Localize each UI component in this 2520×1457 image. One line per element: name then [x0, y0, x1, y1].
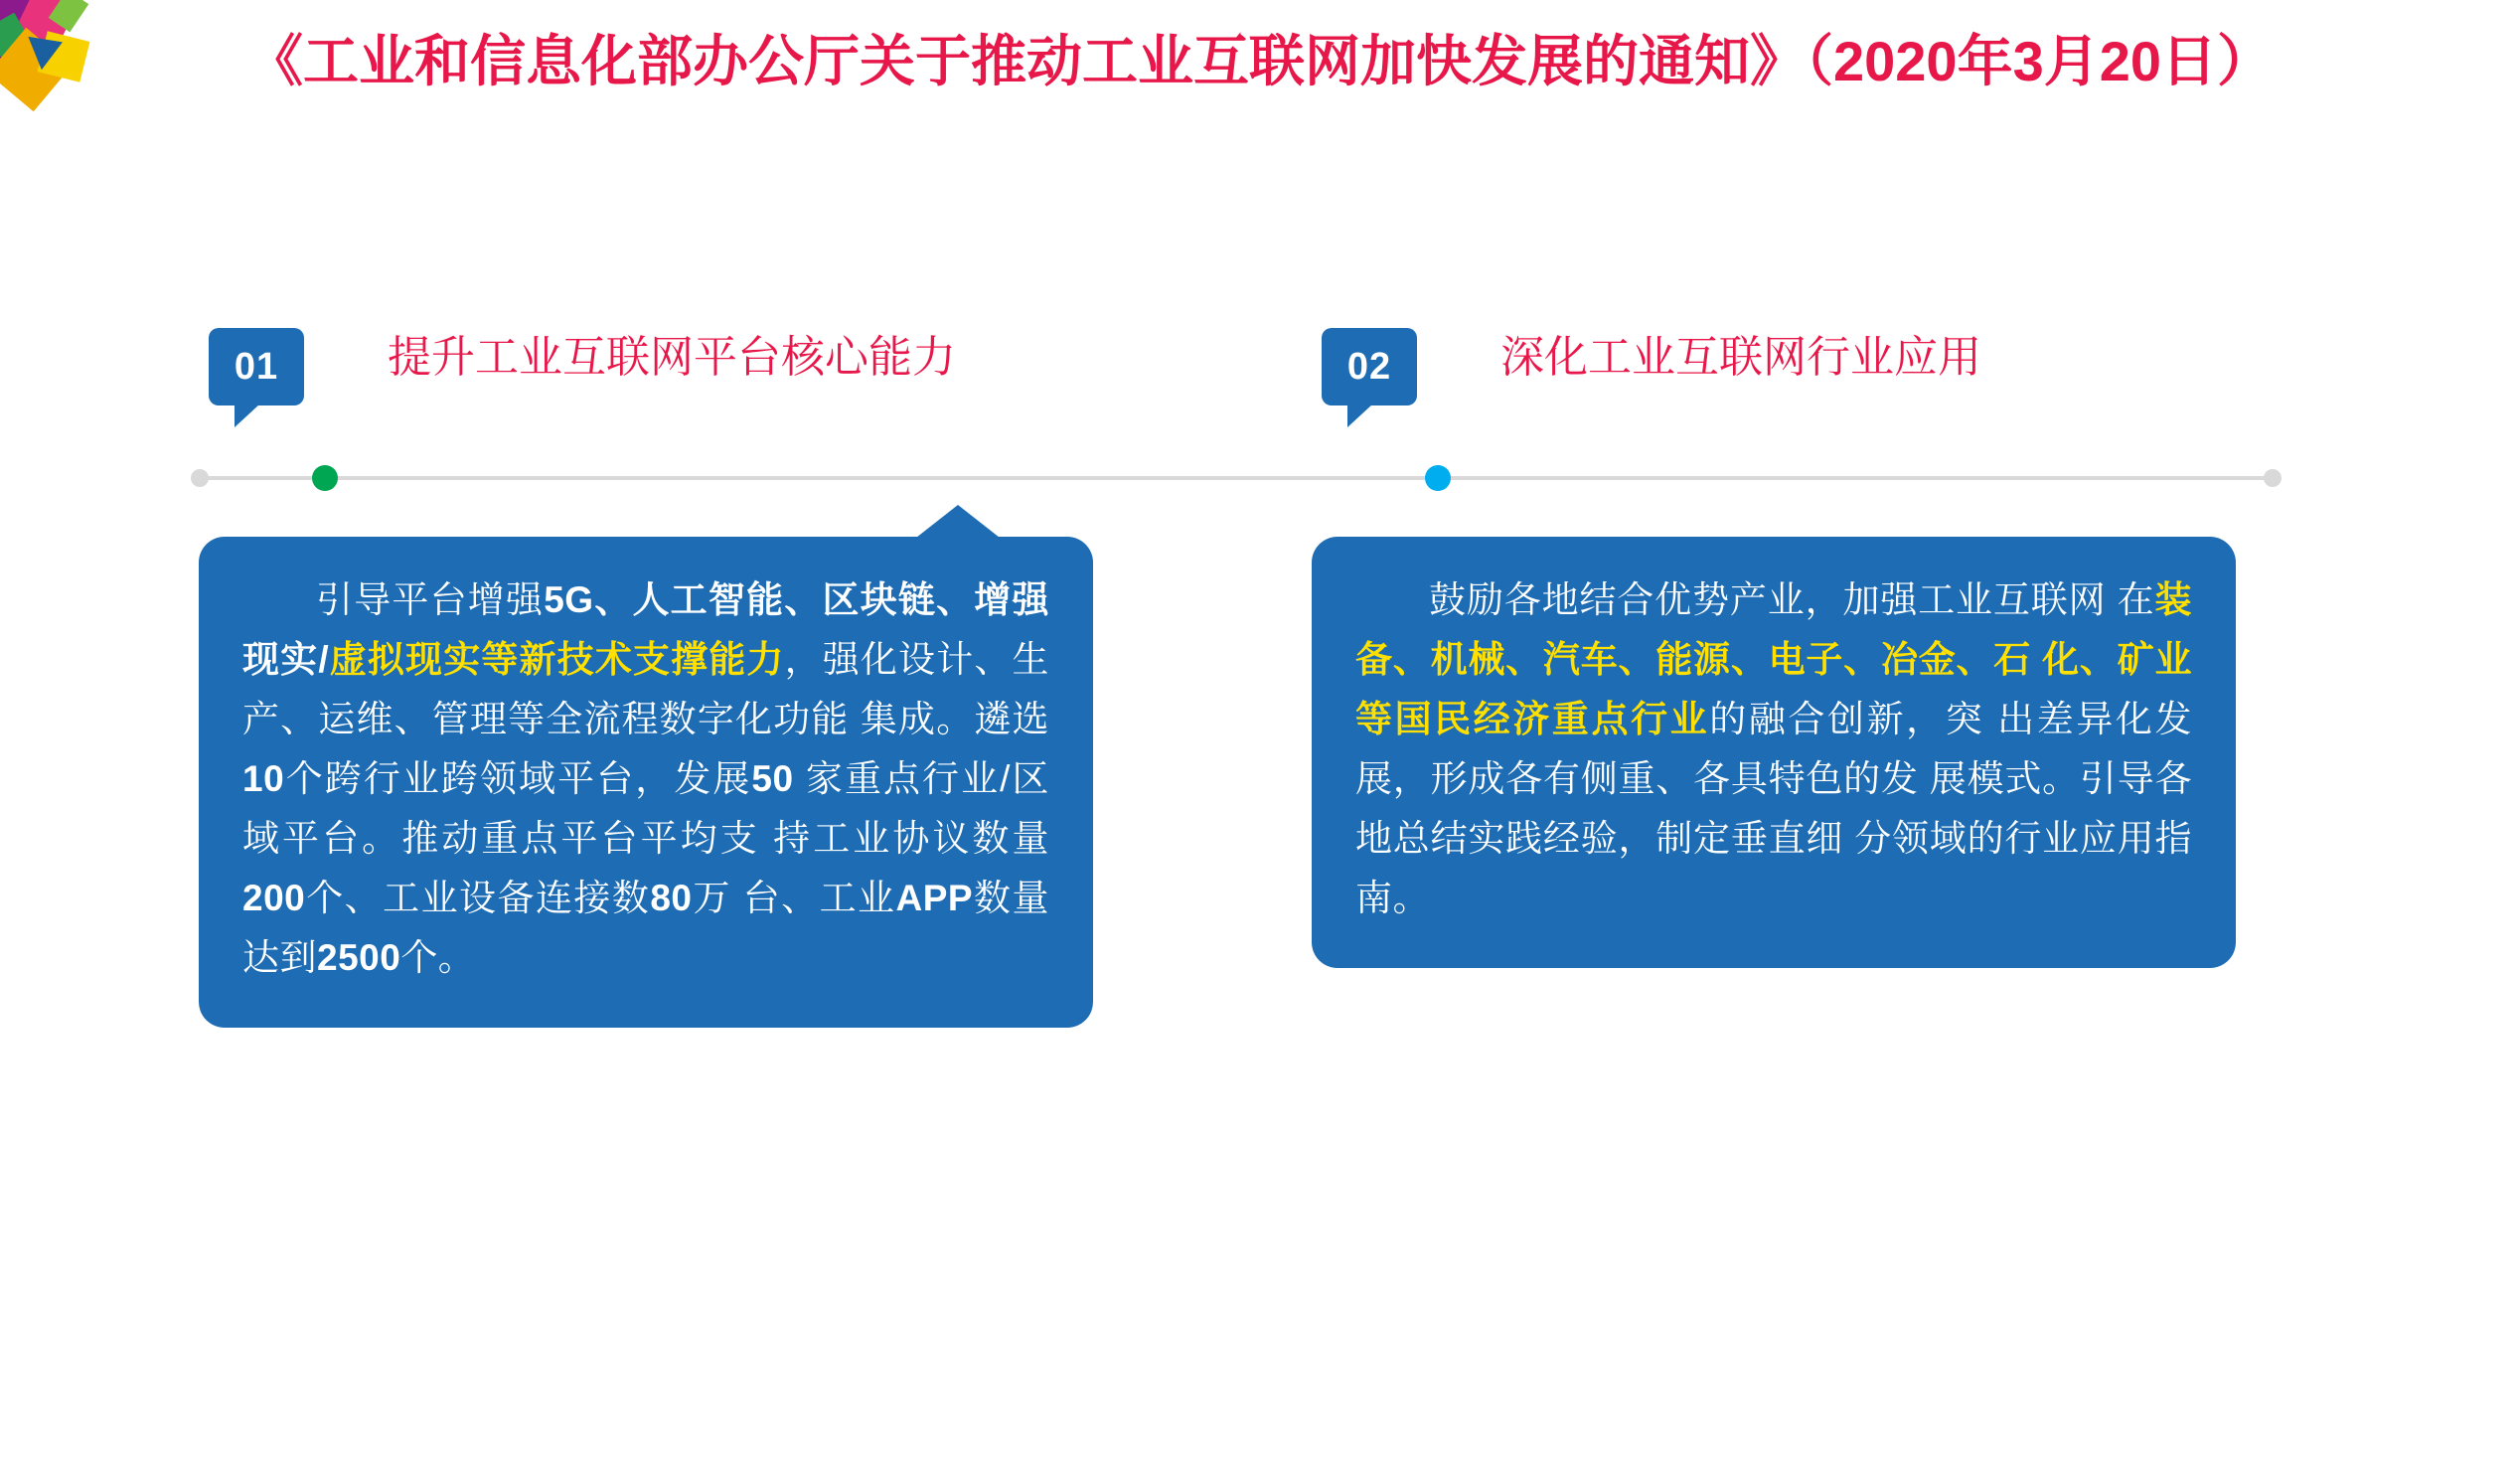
- callout-pointer-01: [916, 505, 1000, 538]
- timeline-end-dot-right: [2264, 469, 2282, 487]
- section-title-02: 深化工业互联网行业应用: [1500, 333, 1981, 382]
- timeline-axis: [195, 476, 2278, 480]
- section-body-02: 鼓励各地结合优势产业，加强工业互联网 在装备、机械、汽车、能源、电子、冶金、石 化、矿业等国民经济重点行业的融合创新，突 出差异化发展，形成各有侧重、各具特色的发 展模式。引导各地总结实践经验，制定垂直细 分领域的行业应用指南。: [1355, 579, 2193, 918]
- timeline-node-01: [312, 465, 338, 491]
- section-badge-02: 02: [1322, 328, 1417, 405]
- timeline-end-dot-left: [191, 469, 209, 487]
- section-badge-01: 01: [209, 328, 304, 405]
- page-title: 《工业和信息化部办公厅关于推动工业互联网加快发展的通知》（2020年3月20日）: [246, 30, 2273, 92]
- section-body-01: 引导平台增强5G、人工智能、区块链、增强现实/虚拟现实等新技术支撑能力，强化设计、生产、运维、管理等全流程数字化功能 集成。遴选10个跨行业跨领域平台，发展50 家重点行业/区域平台。推动重点平台平均支 持工业协议数量200个、工业设备连接数80万 台、工业APP数量达到2500个。: [242, 579, 1050, 978]
- section-title-01: 提升工业互联网平台核心能力: [388, 333, 956, 382]
- section-card-01: [199, 537, 1093, 1028]
- section-card-02: [1312, 537, 2236, 968]
- timeline-node-02: [1425, 465, 1451, 491]
